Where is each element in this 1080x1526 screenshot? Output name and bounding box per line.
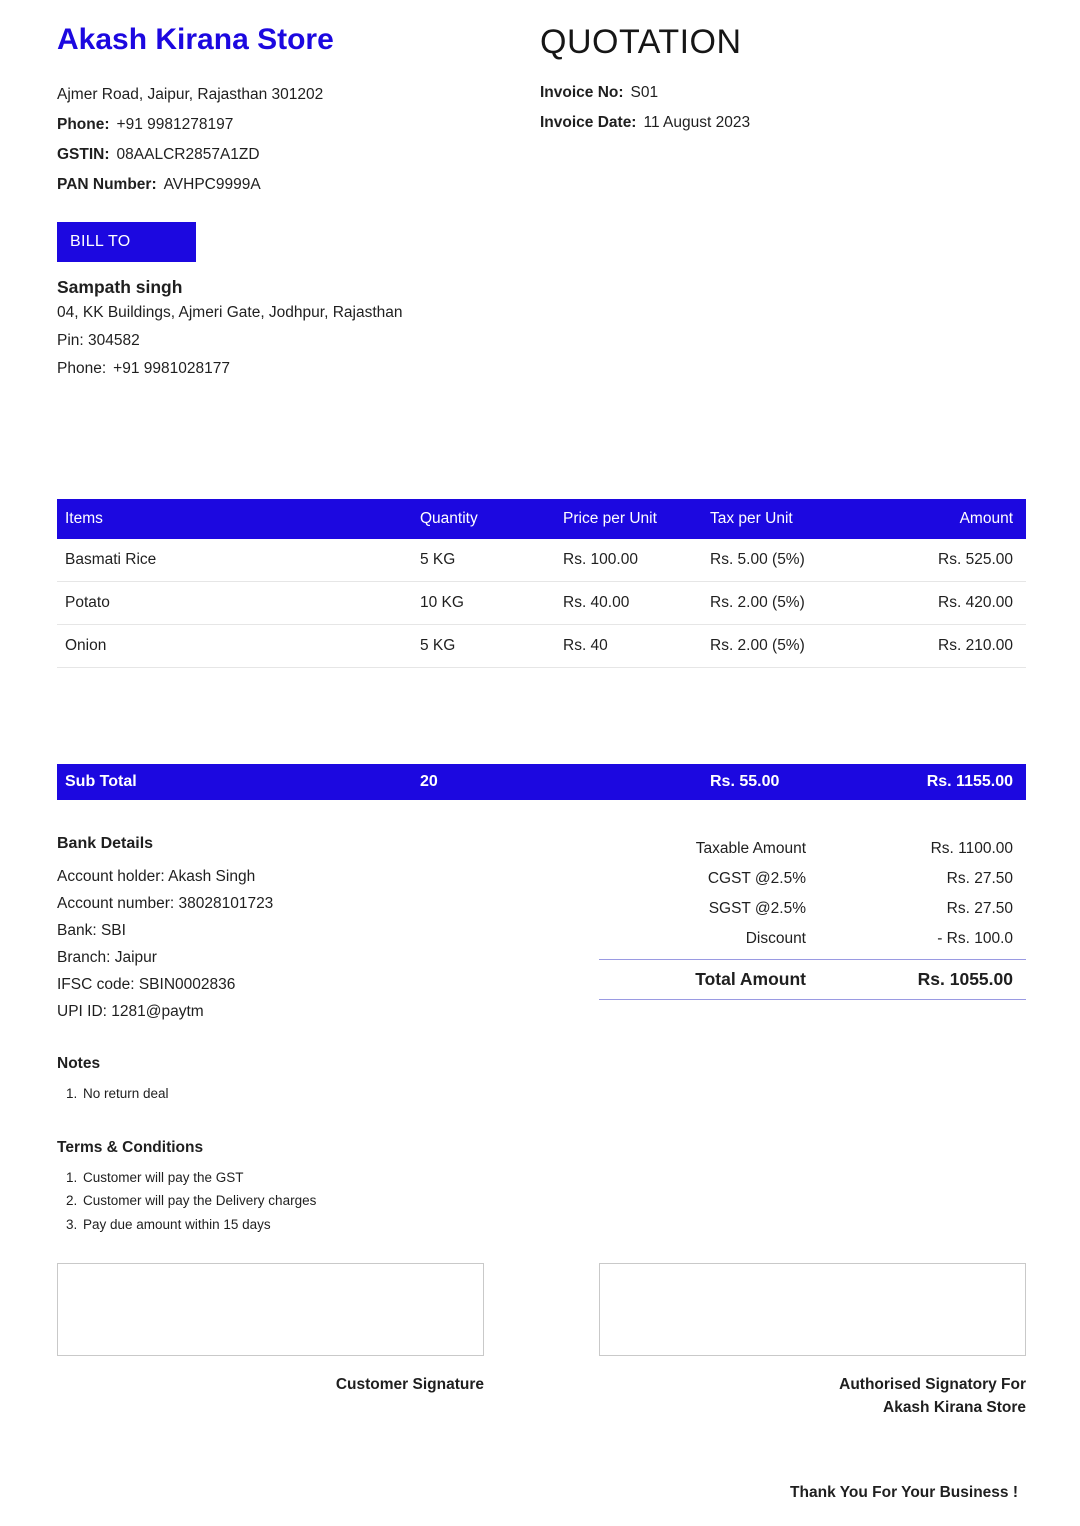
total-amount-row [599,960,1026,999]
bank-details-heading: Bank Details [57,835,154,852]
item-quantity: 5 KG [420,551,456,568]
invoice-number-label: Invoice No: [540,84,624,101]
items-table-header [57,499,1026,539]
seller-gstin-value: 08AALCR2857A1ZD [116,146,260,163]
header-price-per-unit: Price per Unit [563,510,657,527]
summary-row-discount [599,924,1026,954]
customer-phone-label: Phone: [57,360,107,377]
bank-branch: Branch: Jaipur [57,949,157,966]
signature-labels [57,1375,1026,1422]
bank-ifsc: IFSC code: SBIN0002836 [57,976,236,993]
subtotal-quantity: 20 [420,773,438,790]
seller-address: Ajmer Road, Jaipur, Rajasthan 301202 [57,86,324,103]
item-price: Rs. 100.00 [563,551,638,568]
bank-account-number: Account number: 38028101723 [57,895,274,912]
page-title: QUOTATION [540,23,742,61]
item-price: Rs. 40 [563,637,608,654]
invoice-number-value: S01 [630,84,659,101]
subtotal-amount: Rs. 1155.00 [926,773,1013,790]
store-name: Akash Kirana Store [57,23,334,56]
table-row [57,625,1026,668]
document-meta [540,22,1026,200]
notes-list [57,1083,1026,1105]
summary-row-taxable [599,834,1026,864]
signature-boxes [57,1263,1026,1356]
invoice-number-line [540,78,1026,108]
bank-account-holder: Account holder: Akash Singh [57,868,256,885]
item-name: Onion [65,637,107,654]
seller-phone [57,110,540,140]
item-amount: Rs. 420.00 [938,594,1013,611]
item-tax: Rs. 2.00 (5%) [710,637,805,654]
summary-row-cgst [599,864,1026,894]
note-item: 1. No return deal [81,1083,1026,1105]
customer-phone-value: +91 9981028177 [113,360,230,377]
discount-value: - Rs. 100.0 [937,930,1013,947]
discount-label: Discount [745,930,806,947]
customer-signature-box [57,1263,484,1356]
invoice-date-label: Invoice Date: [540,114,637,131]
terms-heading: Terms & Conditions [57,1138,204,1156]
customer-phone [57,355,1026,383]
item-tax: Rs. 5.00 (5%) [710,551,805,568]
header-items: Items [65,510,103,527]
sgst-value: Rs. 27.50 [946,900,1013,917]
item-tax: Rs. 2.00 (5%) [710,594,805,611]
customer-address: 04, KK Buildings, Ajmeri Gate, Jodhpur, Rajasthan [57,304,403,321]
subtotal-label: Sub Total [65,773,137,790]
notes-heading: Notes [57,1055,101,1072]
item-amount: Rs. 210.00 [938,637,1013,654]
total-amount-label: Total Amount [695,969,806,989]
totals-section [57,834,1026,1025]
subtotal-bar [57,764,1026,800]
seller-gstin [57,140,540,170]
thank-you-message: Thank You For Your Business ! [790,1484,1018,1501]
items-table [57,499,1026,800]
taxable-amount-label: Taxable Amount [695,840,806,857]
seller-pan-label: PAN Number: [57,176,157,193]
table-row [57,582,1026,625]
seller-phone-value: +91 9981278197 [116,116,234,133]
terms-list [57,1167,1026,1236]
seller-phone-label: Phone: [57,116,110,133]
authorised-signature-box [599,1263,1026,1356]
term-item: 2. Customer will pay the Delivery charges [81,1190,1026,1212]
seller-pan [57,170,540,200]
amount-summary [599,834,1026,1025]
item-quantity: 10 KG [420,594,464,611]
invoice-date-line [540,108,1026,138]
authorised-signatory-text: Authorised Signatory For [839,1376,1026,1393]
bank-details-lines [57,863,599,1025]
item-quantity: 5 KG [420,637,456,654]
invoice-date-value: 11 August 2023 [643,114,751,131]
sgst-label: SGST @2.5% [708,900,806,917]
subtotal-tax: Rs. 55.00 [710,773,780,790]
customer-signature-label: Customer Signature [335,1376,484,1393]
cgst-value: Rs. 27.50 [946,870,1013,887]
header-amount: Amount [959,510,1013,527]
customer-pin: Pin: 304582 [57,332,140,349]
seller-info [57,22,540,200]
term-item: 1. Customer will pay the GST [81,1167,1026,1189]
authorised-signatory-name: Akash Kirana Store [883,1399,1026,1416]
item-price: Rs. 40.00 [563,594,630,611]
cgst-label: CGST @2.5% [707,870,806,887]
customer-name: Sampath singh [57,277,183,297]
authorised-signatory-label [599,1375,1026,1422]
total-amount-value: Rs. 1055.00 [917,969,1013,989]
seller-gstin-label: GSTIN: [57,146,110,163]
item-amount: Rs. 525.00 [938,551,1013,568]
seller-pan-value: AVHPC9999A [163,176,261,193]
bank-upi: UPI ID: 1281@paytm [57,1003,204,1020]
summary-row-sgst [599,894,1026,924]
summary-divider [599,999,1026,1000]
header-quantity: Quantity [420,510,478,527]
header-tax-per-unit: Tax per Unit [710,510,793,527]
bill-to-badge: BILL TO [57,222,196,262]
term-item: 3. Pay due amount within 15 days [81,1214,1026,1236]
table-row [57,539,1026,582]
bank-name: Bank: SBI [57,922,126,939]
bank-details [57,834,599,1025]
item-name: Potato [65,594,110,611]
item-name: Basmati Rice [65,551,157,568]
document-header [57,22,1026,200]
taxable-amount-value: Rs. 1100.00 [930,840,1013,857]
